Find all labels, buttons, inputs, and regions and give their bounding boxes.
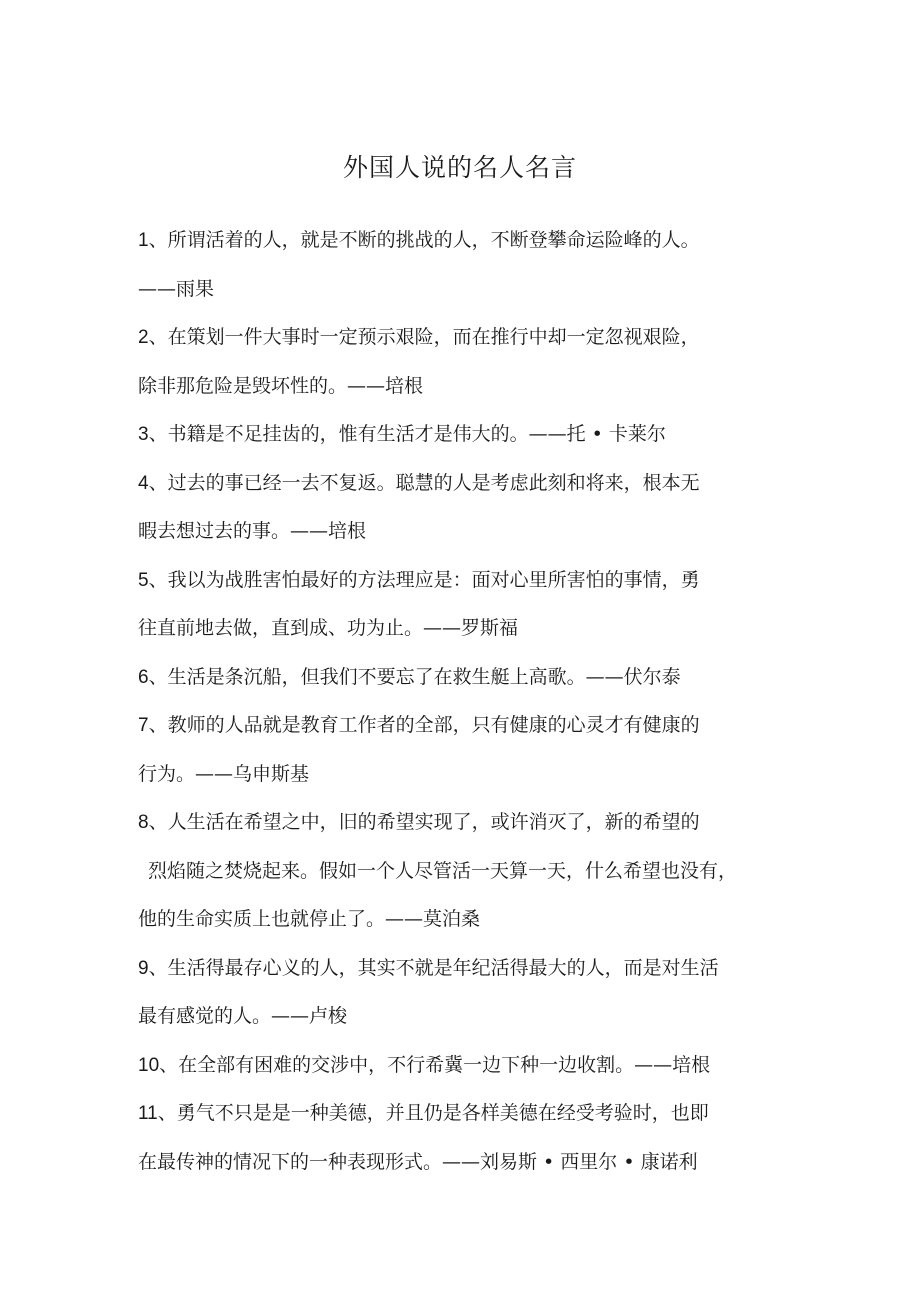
quote-2-line-1: [138, 325, 778, 374]
quote-text: 、勇气不只是是一种美德，并且仍是各样美德在经受考验时，也即: [157, 1102, 709, 1124]
quote-4-line-2: 暇去想过去的事。——培根: [138, 520, 367, 542]
quote-number: 1: [138, 230, 149, 251]
quote-6-line-1: [138, 665, 778, 714]
quote-8-line-3: 他的生命实质上也就停止了。——莫泊桑: [138, 908, 481, 930]
quote-text: 、教师的人品就是教育工作者的全部，只有健康的心灵才有健康的: [148, 714, 700, 736]
quote-text: 、在全部有困难的交涉中，不行希冀一边下种一边收割。——培根: [159, 1053, 711, 1076]
quote-5-line-1: [138, 568, 778, 617]
quote-list: [138, 228, 778, 1198]
quote-text: 、我以为战胜害怕最好的方法理应是：面对心里所害怕的事情，勇: [148, 568, 700, 591]
quote-9-line-2: 最有感觉的人。——卢梭: [138, 1005, 348, 1027]
quote-number: 2: [138, 327, 149, 348]
quote-number: 4: [138, 472, 149, 494]
quote-9-line-1: [138, 956, 778, 1005]
quote-text: 、人生活在希望之中，旧的希望实现了，或许消灭了，新的希望的: [148, 811, 700, 833]
quote-number: 3: [138, 424, 149, 445]
quote-8-line-1: [138, 810, 778, 859]
quote-7-line-2: 行为。——乌申斯基: [138, 762, 310, 785]
quote-number: 8: [138, 812, 149, 833]
quote-3-line-1: [138, 422, 778, 471]
quote-7-line-1: [138, 713, 778, 762]
quote-number: 10: [138, 1054, 160, 1076]
quote-8-line-2: 烈焰随之焚烧起来。假如一个人尽管活一天算一天，什么希望也没有，: [148, 859, 738, 882]
quote-number: 5: [138, 569, 149, 591]
quote-4-line-1: [138, 471, 778, 520]
quote-2-line-2: 除非那危险是毁坏性的。——培根: [138, 374, 424, 397]
quote-1-line-2: ——雨果: [138, 277, 215, 300]
quote-number: 7: [138, 715, 149, 736]
quote-5-line-2: 往直前地去做，直到成、功为止。——罗斯福: [138, 617, 519, 639]
quote-text: 、过去的事已经一去不复返。聪慧的人是考虑此刻和将来，根本无: [148, 471, 700, 494]
quote-number: 9: [138, 957, 149, 979]
quote-11-line-2: 在最传神的情况下的一种表现形式。——刘易斯 • 西里尔 • 康诺利: [138, 1150, 698, 1173]
quote-text: 、在策划一件大事时一定预示艰险，而在推行中却一定忽视艰险，: [148, 326, 700, 348]
quote-number: 11: [138, 1103, 158, 1124]
quote-11-line-1: [138, 1101, 778, 1150]
quote-text: 、生活得最存心义的人，其实不就是年纪活得最大的人，而是对生活: [148, 956, 719, 979]
quote-10-line-1: [138, 1053, 778, 1102]
quote-1-line-1: [138, 228, 778, 277]
page-title: 外国人说的名人名言: [342, 153, 577, 182]
quote-text: 、生活是条沉船，但我们不要忘了在救生艇上高歌。——伏尔泰: [148, 665, 681, 688]
quote-text: 、所谓活着的人，就是不断的挑战的人，不断登攀命运险峰的人。: [148, 229, 700, 251]
quote-number: 6: [138, 666, 149, 688]
quote-text: 、书籍是不足挂齿的，惟有生活才是伟大的。——托 • 卡莱尔: [148, 423, 666, 445]
